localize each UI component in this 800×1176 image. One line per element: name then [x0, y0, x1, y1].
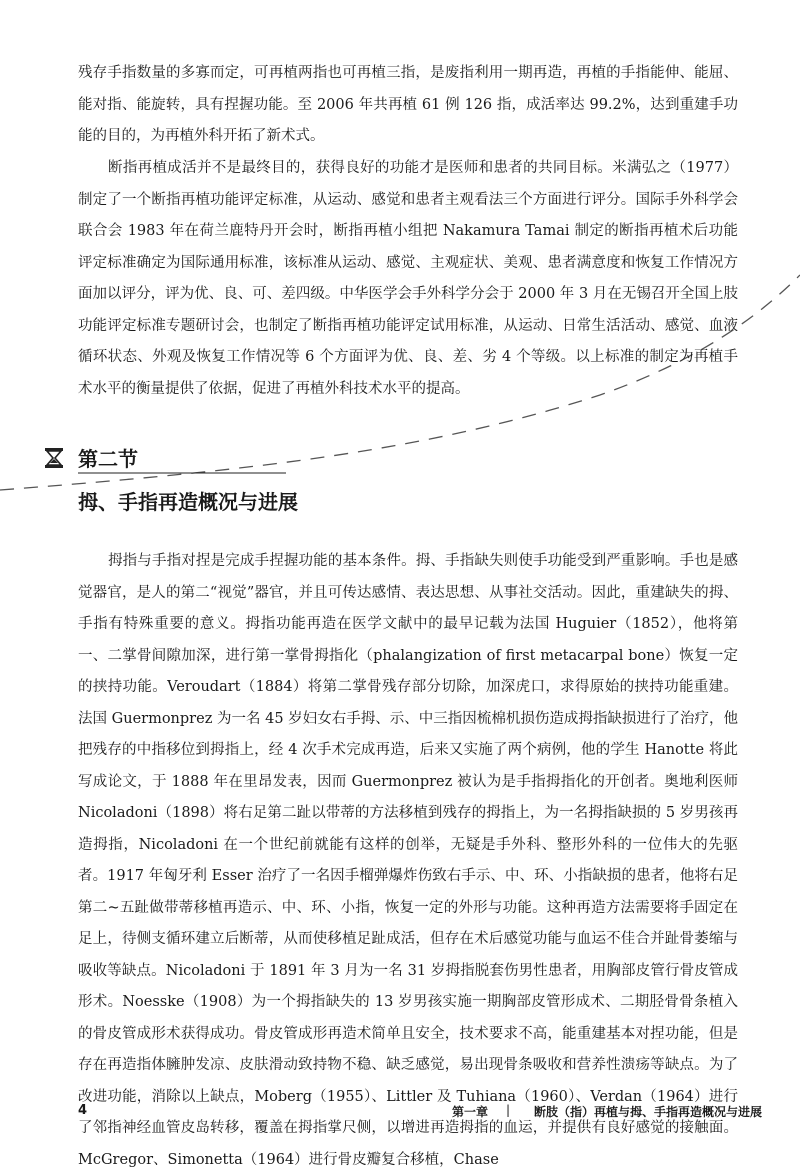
section-number: 第二节 [78, 447, 138, 471]
paragraph-1: 残存手指数量的多寡而定，可再植两指也可再植三指，是废指利用一期再造，再植的手指能伸、能屈、能对指、能旋转，具有捏握功能。至 2006 年共再植 61 例 126 指，成活率达 99.2%，达到重建手功能的目的，为再植外科开拓了新术式。 [78, 65, 738, 144]
hourglass-icon [44, 447, 64, 469]
footer-subtitle: 断肢（指）再植与拇、手指再造概况与进展 [534, 1105, 763, 1119]
paragraph-3: 拇指与手指对捏是完成手捏握功能的基本条件。拇、手指缺失则使手功能受到严重影响。手也是感觉器官，是人的第二“视觉”器官，并且可传达感情、表达思想、从事社交活动。因此，重建缺失的拇、手指有特殊重要的意义。拇指功能再造在医学文献中的最早记载为法国 Huguier（1852），他将第一、二掌骨间隙加深，进行第一掌骨拇指化（phalangization of first metacarpal bone）恢复一定的挟持功能。Veroudart（1884）将第二掌骨残存部分切除，加深虎口，求得原始的挟持功能重建。法国 Guermonprez 为一名 45 岁妇女右手拇、示、中三指因梳棉机损伤造成拇指缺损进行了治疗，他把残存的中指移位到拇指上，经 4 次手术完成再造，后来又实施了两个病例，他的学生 Hanotte 将此写成论文，于 1888 年在里昂发表，因而 Guermonprez 被认为是手指拇指化的开创者。奥地利医师 Nicoladoni（1898）将右足第二趾以带蒂的方法移植到残存的拇指上，为一名拇指缺损的 5 岁男孩再造拇指，Nicoladoni 在一个世纪前就能有这样的创举，无疑是手外科、整形外科的一位伟大的先驱者。1917 年匈牙利 Esser 治疗了一名因手榴弹爆炸伤致右手示、中、环、小指缺损的患者，他将右足第二~五趾做带蒂移植再造示、中、环、小指，恢复一定的外形与功能。这种再造方法需要将手固定在足上，待侧支循环建立后断蒂，从而使移植足趾成活，但存在术后感觉功能与血运不佳合并趾骨萎缩与吸收等缺点。Nicoladoni 于 1891 年 3 月为一名 31 岁拇指脱套伤男性患者，用胸部皮管行骨皮管成形术。Noesske（1908）为一个拇指缺失的 13 岁男孩实施一期胸部皮管形成术、二期胫骨骨条植入的骨皮管成形术获得成功。骨皮管成形再造术简单且安全，技术要求不高，能重建基本对捏功能，但是存在再造指体臃肿发凉、皮肤滑动致持物不稳、缺乏感觉，易出现骨条吸收和营养性溃疡等缺点。为了改进功能，消除以上缺点，Moberg（1955）、Littler 及 Tuhiana（1960）、Verdan（1964）进行了邻指神经血管皮岛转移，覆盖在拇指掌尺侧，以增进再造拇指的血运，并提供有良好感觉的接触面。McGregor、Simonetta（1964）进行骨皮瓣复合移植，Chase [78, 553, 738, 1168]
section-title: 拇、手指再造概况与进展 [78, 490, 298, 514]
page-number: 4 [78, 1103, 88, 1118]
footer-separator: | [506, 1103, 511, 1117]
paragraph-2: 断指再植成活并不是最终目的，获得良好的功能才是医师和患者的共同目标。米满弘之（1977）制定了一个断指再植功能评定标准，从运动、感觉和患者主观看法三个方面进行评分。国际手外科学会联合会 1983 年在荷兰鹿特丹开会时，断指再植小组把 Nakamura Tamai 制定的断指再植术后功能评定标准确定为国际通用标准，该标准从运动、感觉、主观症状、美观、患者满意度和恢复工作情况方面加以评分，评为优、良、可、差四级。中华医学会手外科学分会于 2000 年 3 月在无锡召开全国上肢功能评定标准专题研讨会，也制定了断指再植功能评定试用标准，从运动、日常生活活动、感觉、血液循环状态、外观及恢复工作情况等 6 个方面评为优、良、差、劣 4 个等级。以上标准的制定为再植手术水平的衡量提供了依据，促进了再植外科技术水平的提高。 [78, 160, 738, 397]
footer-chapter: 第一章 [452, 1105, 489, 1119]
